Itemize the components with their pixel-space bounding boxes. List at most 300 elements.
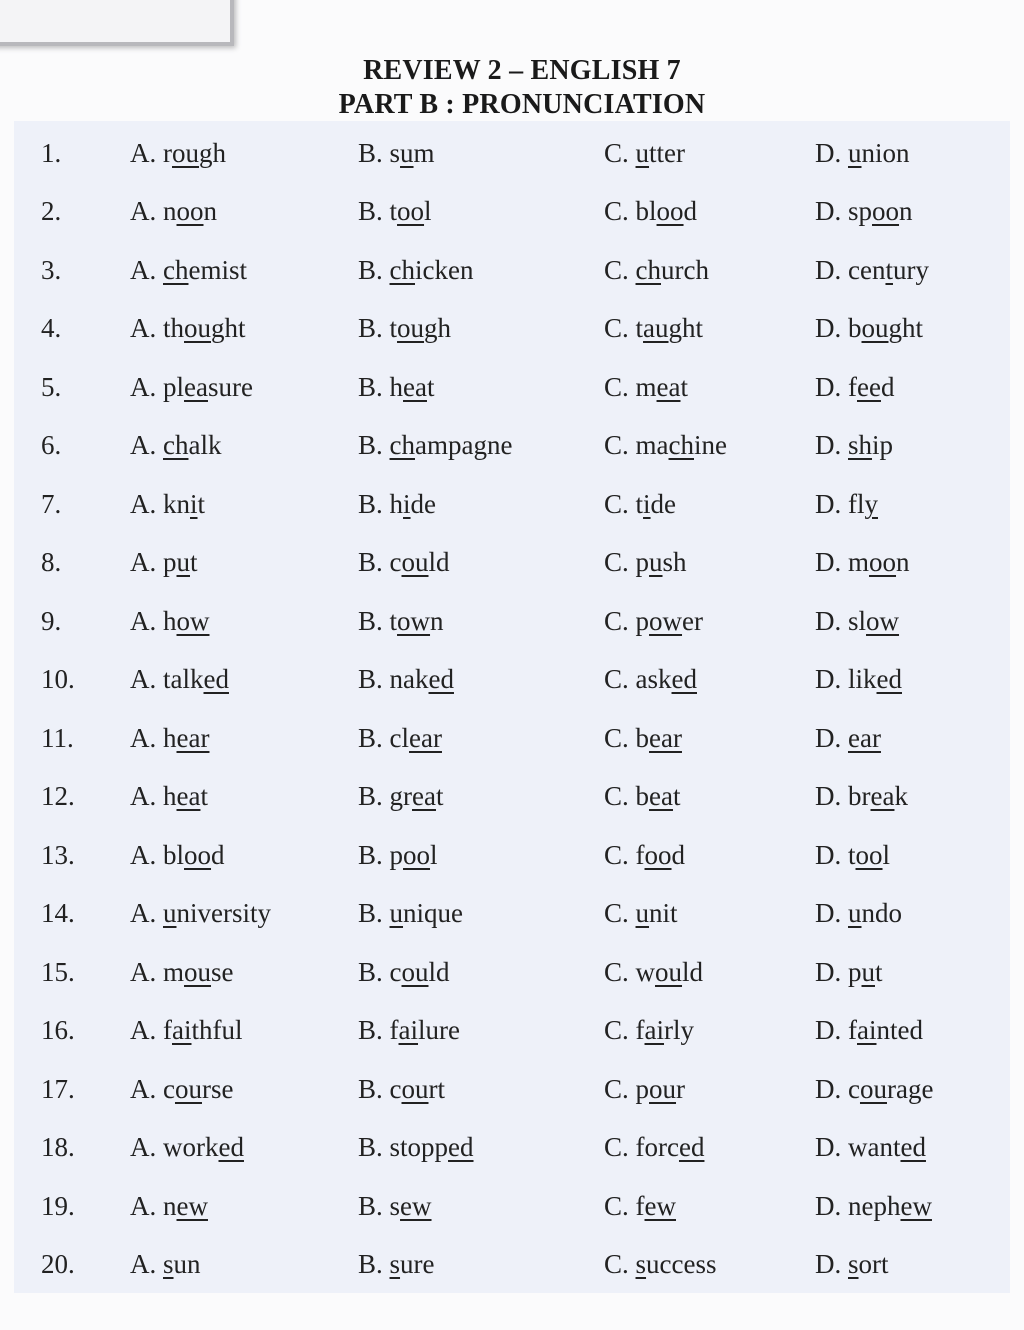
- question-row: [14, 425, 1010, 465]
- option-a: [130, 1244, 201, 1284]
- option-b: [358, 1127, 474, 1167]
- option-letter: C.: [604, 430, 629, 460]
- word-part: rse: [201, 1073, 234, 1104]
- underlined-sound: oo: [855, 839, 883, 870]
- question-number: 12.: [41, 781, 75, 811]
- underlined-sound: ch: [668, 430, 694, 460]
- option-c: [604, 250, 709, 290]
- option-d: [815, 952, 883, 992]
- question-number: 11.: [41, 722, 74, 753]
- word-part: s: [389, 1190, 401, 1221]
- word-part: ld: [428, 956, 450, 987]
- word-part: br: [848, 781, 871, 811]
- underlined-sound: ed: [203, 664, 229, 694]
- question-row: [14, 484, 1010, 524]
- option-a: [130, 601, 210, 641]
- option-a: [130, 776, 208, 816]
- word-part: b: [635, 722, 650, 753]
- word-part: nit: [649, 898, 678, 928]
- underlined-sound: ou: [859, 1073, 887, 1104]
- option-letter: B.: [358, 254, 383, 285]
- word-part: f: [389, 1015, 399, 1045]
- option-b: [358, 601, 444, 641]
- word-part: urch: [661, 254, 709, 285]
- underlined-sound: i: [190, 488, 198, 519]
- word-part: tter: [649, 138, 685, 168]
- underlined-sound: u: [848, 138, 862, 168]
- option-letter: A.: [130, 313, 157, 343]
- word-part: t: [389, 605, 398, 636]
- underlined-sound: ch: [635, 254, 661, 285]
- option-letter: C.: [604, 371, 629, 402]
- word-part: t: [875, 956, 883, 987]
- word-part: c: [389, 547, 402, 577]
- option-c: [604, 1127, 704, 1167]
- word-part: p: [163, 547, 177, 577]
- word-part: h: [389, 488, 404, 519]
- question-number: 2.: [41, 196, 62, 226]
- word-part: t: [435, 781, 444, 811]
- word-part: de: [410, 488, 437, 519]
- question-row: [14, 893, 1010, 933]
- option-d: [815, 893, 902, 933]
- option-a: [130, 659, 229, 699]
- option-a: [130, 1127, 244, 1167]
- word-part: c: [848, 1073, 860, 1104]
- option-letter: B.: [358, 313, 383, 343]
- word-part: un: [173, 1249, 201, 1279]
- underlined-sound: ea: [870, 781, 895, 811]
- option-d: [815, 659, 902, 699]
- question-number: 15.: [41, 956, 75, 987]
- underlined-sound: s: [389, 1249, 401, 1279]
- corner-frame: [0, 0, 234, 46]
- word-part: t: [389, 196, 398, 226]
- word-part: neph: [848, 1190, 901, 1221]
- underlined-sound: ai: [644, 1015, 665, 1045]
- word-part: alk: [188, 430, 222, 460]
- underlined-sound: oo: [644, 839, 672, 870]
- underlined-sound: ou: [184, 313, 212, 343]
- option-letter: B.: [358, 1132, 383, 1162]
- word-part: kn: [163, 488, 190, 519]
- question-number: 3.: [41, 254, 62, 285]
- option-a: [130, 191, 217, 231]
- option-letter: C.: [604, 1249, 629, 1279]
- option-letter: C.: [604, 898, 629, 928]
- underlined-sound: s: [848, 1249, 859, 1279]
- option-letter: A.: [130, 547, 157, 577]
- option-d: [815, 484, 878, 524]
- underlined-sound: ew: [176, 1190, 208, 1221]
- option-letter: A.: [130, 898, 157, 928]
- option-letter: D.: [815, 1190, 842, 1221]
- option-letter: B.: [358, 722, 383, 753]
- question-row: [14, 133, 1010, 173]
- word-part: nted: [876, 1015, 923, 1045]
- underlined-sound: u: [176, 547, 190, 577]
- underlined-sound: u: [635, 898, 650, 928]
- option-letter: B.: [358, 781, 383, 811]
- underlined-sound: oo: [176, 196, 204, 226]
- word-part: emist: [188, 254, 247, 285]
- option-letter: A.: [130, 839, 157, 870]
- underlined-sound: ew: [400, 1190, 432, 1221]
- word-part: t: [635, 488, 644, 519]
- underlined-sound: ou: [401, 1073, 429, 1104]
- option-letter: A.: [130, 1073, 157, 1104]
- question-row: [14, 718, 1010, 758]
- option-b: [358, 1010, 460, 1050]
- underlined-sound: ea: [412, 781, 436, 811]
- word-part: lure: [418, 1015, 460, 1045]
- question-row: [14, 1127, 1010, 1167]
- option-d: [815, 425, 893, 465]
- word-part: h: [389, 371, 404, 402]
- option-b: [358, 191, 432, 231]
- underlined-sound: ed: [448, 1132, 474, 1162]
- word-part: gh: [199, 138, 226, 168]
- option-b: [358, 484, 436, 524]
- option-letter: B.: [358, 488, 383, 519]
- word-part: t: [197, 488, 206, 519]
- option-letter: D.: [815, 196, 842, 226]
- option-a: [130, 425, 221, 465]
- underlined-sound: ed: [678, 1132, 705, 1162]
- option-d: [815, 601, 899, 641]
- question-row: [14, 250, 1010, 290]
- word-part: c: [389, 956, 402, 987]
- option-b: [358, 659, 454, 699]
- underlined-sound: ou: [401, 956, 429, 987]
- option-c: [604, 1244, 717, 1284]
- option-letter: D.: [815, 1132, 842, 1162]
- word-part: c: [389, 1073, 402, 1104]
- option-letter: D.: [815, 664, 842, 694]
- word-part: h: [163, 722, 177, 753]
- question-number: 1.: [41, 138, 62, 168]
- option-b: [358, 952, 450, 992]
- underlined-sound: u: [635, 138, 650, 168]
- word-part: th: [163, 313, 185, 343]
- option-letter: A.: [130, 196, 157, 226]
- option-c: [604, 659, 697, 699]
- option-d: [815, 1127, 926, 1167]
- word-part: f: [848, 371, 857, 402]
- option-letter: C.: [604, 138, 629, 168]
- underlined-sound: ed: [671, 664, 697, 694]
- word-part: t: [848, 839, 856, 870]
- question-number: 13.: [41, 839, 75, 870]
- word-part: forc: [635, 1132, 679, 1162]
- word-part: t: [635, 313, 644, 343]
- word-part: nak: [389, 664, 429, 694]
- word-part: t: [200, 781, 208, 811]
- option-a: [130, 1069, 233, 1109]
- option-letter: D.: [815, 254, 842, 285]
- option-c: [604, 308, 703, 348]
- word-part: cen: [848, 254, 886, 285]
- word-part: k: [894, 781, 908, 811]
- option-letter: D.: [815, 839, 842, 870]
- word-part: rage: [886, 1073, 934, 1104]
- word-part: t: [389, 313, 398, 343]
- option-letter: C.: [604, 196, 629, 226]
- word-part: b: [848, 313, 862, 343]
- option-c: [604, 1010, 694, 1050]
- underlined-sound: oo: [869, 547, 897, 577]
- option-letter: D.: [815, 956, 842, 987]
- option-b: [358, 425, 512, 465]
- option-b: [358, 893, 463, 933]
- option-letter: C.: [604, 254, 629, 285]
- option-c: [604, 367, 688, 407]
- option-b: [358, 776, 444, 816]
- word-part: p: [635, 547, 650, 577]
- option-a: [130, 133, 226, 173]
- word-part: l: [882, 839, 891, 870]
- underlined-sound: ow: [649, 605, 683, 636]
- underlined-sound: u: [649, 547, 663, 577]
- section-title: PART B : PRONUNCIATION: [338, 89, 706, 120]
- word-part: ort: [858, 1249, 889, 1279]
- option-a: [130, 484, 205, 524]
- question-number: 8.: [41, 547, 62, 577]
- underlined-sound: ch: [389, 254, 415, 285]
- word-part: n: [899, 196, 913, 226]
- option-letter: A.: [130, 1132, 157, 1162]
- word-part: thful: [191, 1015, 243, 1045]
- option-c: [604, 835, 685, 875]
- question-number: 6.: [41, 430, 62, 460]
- underlined-sound: s: [635, 1249, 647, 1279]
- question-number: 9.: [41, 605, 62, 636]
- underlined-sound: ear: [409, 722, 442, 753]
- option-d: [815, 308, 923, 348]
- underlined-sound: i: [643, 488, 651, 519]
- underlined-sound: au: [643, 313, 669, 343]
- underlined-sound: ew: [644, 1190, 676, 1221]
- underlined-sound: ou: [174, 1073, 202, 1104]
- word-part: n: [430, 605, 444, 636]
- option-letter: D.: [815, 430, 842, 460]
- question-row: [14, 1010, 1010, 1050]
- question-row: [14, 191, 1010, 231]
- word-part: d: [880, 371, 895, 402]
- option-letter: B.: [358, 196, 383, 226]
- word-part: r: [163, 138, 172, 168]
- underlined-sound: ed: [876, 664, 902, 694]
- option-a: [130, 952, 234, 992]
- underlined-sound: u: [848, 898, 862, 928]
- question-row: [14, 542, 1010, 582]
- question-number: 5.: [41, 371, 62, 402]
- underlined-sound: ear: [848, 722, 881, 753]
- option-letter: B.: [358, 956, 383, 987]
- word-part: l: [424, 196, 432, 226]
- option-letter: B.: [358, 371, 383, 402]
- option-letter: B.: [358, 547, 383, 577]
- question-row: [14, 776, 1010, 816]
- word-part: b: [635, 781, 650, 811]
- option-a: [130, 893, 271, 933]
- word-part: n: [163, 1190, 177, 1221]
- option-b: [358, 835, 438, 875]
- option-c: [604, 601, 703, 641]
- underlined-sound: ed: [900, 1132, 926, 1162]
- word-part: ask: [635, 664, 672, 694]
- word-part: m: [848, 547, 870, 577]
- word-part: h: [163, 781, 177, 811]
- option-letter: A.: [130, 1249, 157, 1279]
- word-part: n: [163, 196, 177, 226]
- option-letter: C.: [604, 1015, 629, 1045]
- option-c: [604, 191, 697, 231]
- underlined-sound: ou: [397, 313, 425, 343]
- option-letter: A.: [130, 1015, 157, 1045]
- option-letter: C.: [604, 1132, 629, 1162]
- option-letter: B.: [358, 898, 383, 928]
- underlined-sound: ea: [184, 371, 208, 402]
- word-part: d: [211, 839, 225, 870]
- word-part: r: [676, 1073, 686, 1104]
- underlined-sound: ow: [176, 605, 210, 636]
- word-part: ndo: [861, 898, 902, 928]
- option-letter: A.: [130, 1190, 157, 1221]
- word-part: bl: [163, 839, 185, 870]
- word-part: p: [848, 956, 862, 987]
- question-row: [14, 1069, 1010, 1109]
- word-part: ure: [400, 1249, 435, 1279]
- word-part: ld: [682, 956, 704, 987]
- option-letter: B.: [358, 1249, 383, 1279]
- option-b: [358, 133, 435, 173]
- word-part: nion: [861, 138, 910, 168]
- underlined-sound: ch: [163, 430, 189, 460]
- word-part: rt: [428, 1073, 445, 1104]
- word-part: rly: [664, 1015, 695, 1045]
- word-part: p: [389, 839, 404, 870]
- word-part: gr: [389, 781, 413, 811]
- option-b: [358, 1186, 432, 1226]
- underlined-sound: t: [885, 254, 893, 285]
- question-number: 17.: [41, 1073, 75, 1104]
- word-part: ine: [694, 430, 727, 460]
- word-part: stopp: [389, 1132, 449, 1162]
- question-row: [14, 1186, 1010, 1226]
- underlined-sound: ea: [176, 781, 201, 811]
- underlined-sound: ear: [649, 722, 682, 753]
- option-letter: A.: [130, 138, 157, 168]
- option-letter: C.: [604, 605, 629, 636]
- question-row: [14, 601, 1010, 641]
- option-b: [358, 308, 451, 348]
- option-d: [815, 542, 910, 582]
- option-b: [358, 542, 450, 582]
- option-letter: D.: [815, 898, 842, 928]
- word-part: ury: [892, 254, 929, 285]
- underlined-sound: oo: [184, 839, 212, 870]
- option-letter: D.: [815, 138, 842, 168]
- option-letter: D.: [815, 488, 842, 519]
- word-part: l: [430, 839, 438, 870]
- word-part: icken: [415, 254, 474, 285]
- option-letter: D.: [815, 547, 842, 577]
- underlined-sound: ea: [649, 781, 673, 811]
- word-part: sl: [848, 605, 867, 636]
- option-letter: C.: [604, 313, 629, 343]
- word-part: want: [848, 1132, 901, 1162]
- option-b: [358, 1244, 435, 1284]
- option-d: [815, 1186, 932, 1226]
- word-part: sp: [848, 196, 873, 226]
- underlined-sound: ow: [397, 605, 431, 636]
- word-part: ma: [635, 430, 669, 460]
- underlined-sound: ou: [401, 547, 429, 577]
- underlined-sound: oo: [872, 196, 900, 226]
- option-d: [815, 367, 894, 407]
- word-part: m: [163, 956, 185, 987]
- word-part: sure: [207, 371, 253, 402]
- option-letter: D.: [815, 1249, 842, 1279]
- word-part: w: [635, 956, 656, 987]
- underlined-sound: ou: [861, 313, 889, 343]
- underlined-sound: u: [400, 138, 414, 168]
- word-part: ld: [428, 547, 450, 577]
- word-part: work: [163, 1132, 219, 1162]
- underlined-sound: y: [864, 488, 878, 519]
- page-title: REVIEW 2 – ENGLISH 7: [363, 55, 681, 86]
- word-part: gh: [424, 313, 452, 343]
- underlined-sound: u: [389, 898, 404, 928]
- option-letter: A.: [130, 956, 157, 987]
- option-letter: C.: [604, 956, 629, 987]
- word-part: bl: [635, 196, 657, 226]
- underlined-sound: oo: [656, 196, 684, 226]
- word-part: m: [413, 138, 435, 168]
- option-a: [130, 308, 246, 348]
- option-letter: C.: [604, 664, 629, 694]
- word-part: f: [163, 1015, 172, 1045]
- option-letter: D.: [815, 781, 842, 811]
- option-letter: C.: [604, 722, 629, 753]
- word-part: s: [389, 138, 401, 168]
- word-part: pl: [163, 371, 185, 402]
- underlined-sound: u: [861, 956, 875, 987]
- question-number: 14.: [41, 898, 75, 928]
- underlined-sound: ed: [428, 664, 454, 694]
- option-letter: B.: [358, 839, 383, 870]
- word-part: c: [163, 1073, 175, 1104]
- word-part: f: [635, 1015, 645, 1045]
- underlined-sound: u: [163, 898, 177, 928]
- option-letter: B.: [358, 138, 383, 168]
- option-c: [604, 776, 681, 816]
- option-d: [815, 1069, 933, 1109]
- underlined-sound: sh: [848, 430, 873, 460]
- option-letter: D.: [815, 371, 842, 402]
- question-number: 19.: [41, 1190, 75, 1221]
- word-part: lik: [848, 664, 877, 694]
- underlined-sound: ea: [656, 371, 681, 402]
- word-part: t: [672, 781, 681, 811]
- word-part: sh: [662, 547, 687, 577]
- option-d: [815, 250, 929, 290]
- word-part: de: [650, 488, 677, 519]
- word-part: f: [848, 1015, 857, 1045]
- option-letter: A.: [130, 722, 157, 753]
- option-letter: A.: [130, 371, 157, 402]
